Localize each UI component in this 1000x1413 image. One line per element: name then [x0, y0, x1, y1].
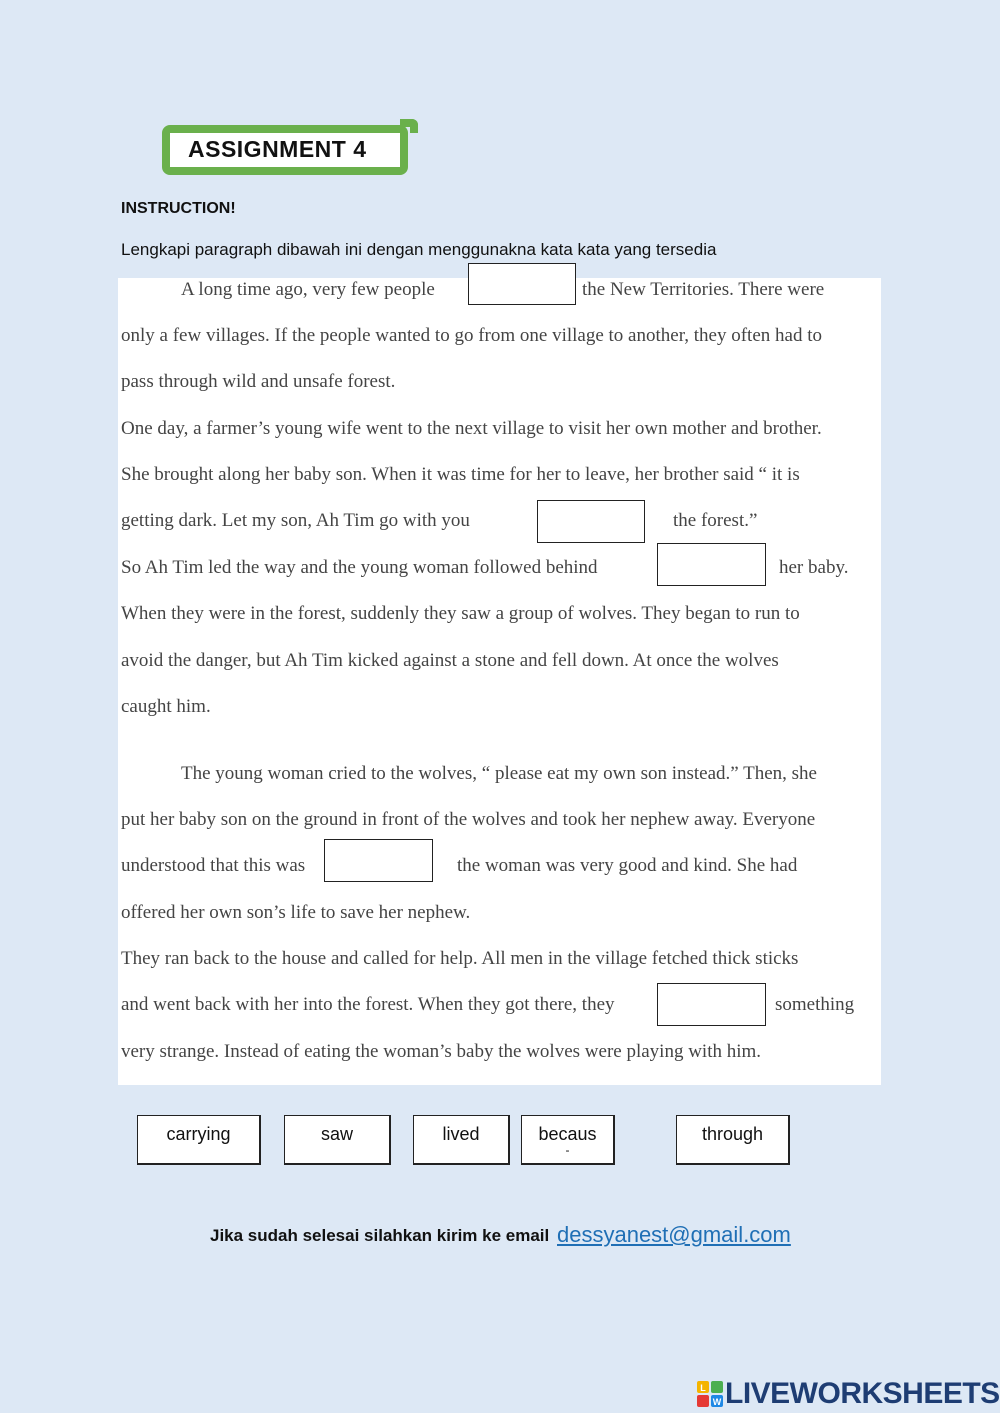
- passage-line-2: only a few villages. If the people wanted to go from one village to another, they often had to: [121, 325, 822, 346]
- passage-line-5: She brought along her baby son. When it was time for her to leave, her brother said “ it is: [121, 464, 800, 485]
- word-through-label: through: [701, 1124, 764, 1144]
- word-because[interactable]: [521, 1115, 615, 1165]
- instruction-heading: INSTRUCTION!: [121, 200, 236, 217]
- answer-blank-4[interactable]: [324, 839, 433, 882]
- word-lived[interactable]: [413, 1115, 510, 1165]
- word-saw[interactable]: [284, 1115, 391, 1165]
- passage-line-4: One day, a farmer’s young wife went to the next village to visit her own mother and brother.: [121, 418, 822, 439]
- passage-line-10: caught him.: [121, 696, 211, 717]
- word-because-tail: -: [565, 1143, 570, 1157]
- passage-line-6b: the forest.”: [673, 510, 758, 531]
- passage-line-16b: something: [775, 994, 855, 1015]
- passage-line-17: very strange. Instead of eating the woman’s baby the wolves were playing with him.: [121, 1041, 762, 1062]
- logo-letter-w: W: [712, 1397, 722, 1407]
- logo-letter-l: L: [700, 1383, 706, 1393]
- answer-blank-5[interactable]: [657, 983, 766, 1026]
- answer-blank-3[interactable]: [657, 543, 766, 586]
- answer-blank-1[interactable]: [468, 263, 576, 305]
- footer-instruction: Jika sudah selesai silahkan kirim ke email: [210, 1226, 550, 1245]
- passage-line-8: When they were in the forest, suddenly they saw a group of wolves. They began to run to: [121, 603, 800, 624]
- passage-line-6a: getting dark. Let my son, Ah Tim go with you: [121, 510, 470, 531]
- answer-blank-2[interactable]: [537, 500, 645, 543]
- passage-line-16a: and went back with her into the forest. When they got there, they: [121, 994, 615, 1015]
- passage-line-1b: the New Territories. There were: [582, 279, 825, 300]
- instruction-text: Lengkapi paragraph dibawah ini dengan menggunakna kata kata yang tersedia: [121, 240, 717, 259]
- email-link[interactable]: dessyanest@gmail.com: [557, 1222, 791, 1247]
- word-lived-label: lived: [442, 1124, 480, 1144]
- passage-line-7a: So Ah Tim led the way and the young woman followed behind: [121, 557, 598, 578]
- word-carrying[interactable]: [137, 1115, 261, 1165]
- passage-line-3: pass through wild and unsafe forest.: [121, 371, 396, 392]
- liveworksheets-logo-text: LIVEWORKSHEETS: [725, 1377, 1000, 1410]
- word-carrying-label: carrying: [166, 1124, 231, 1144]
- passage-line-13a: understood that this was: [121, 855, 306, 876]
- word-through[interactable]: [676, 1115, 790, 1165]
- liveworksheets-logo-icon: [697, 1381, 723, 1407]
- passage-line-15: They ran back to the house and called for help. All men in the village fetched thick sticks: [121, 948, 799, 969]
- passage-line-9: avoid the danger, but Ah Tim kicked against a stone and fell down. At once the wolves: [121, 650, 779, 671]
- passage-line-1a: A long time ago, very few people: [181, 279, 435, 300]
- passage-line-14: offered her own son’s life to save her nephew.: [121, 902, 471, 923]
- word-saw-label: saw: [320, 1124, 353, 1144]
- passage-line-12: put her baby son on the ground in front of the wolves and took her nephew away. Everyone: [121, 809, 816, 830]
- passage-line-11: The young woman cried to the wolves, “ please eat my own son instead.” Then, she: [181, 763, 817, 784]
- passage-line-7b: her baby.: [779, 557, 849, 578]
- assignment-title: ASSIGNMENT 4: [188, 136, 367, 162]
- title-badge-accent: [400, 119, 418, 133]
- word-because-label: becaus: [538, 1124, 597, 1144]
- passage-line-13b: the woman was very good and kind. She had: [457, 855, 798, 876]
